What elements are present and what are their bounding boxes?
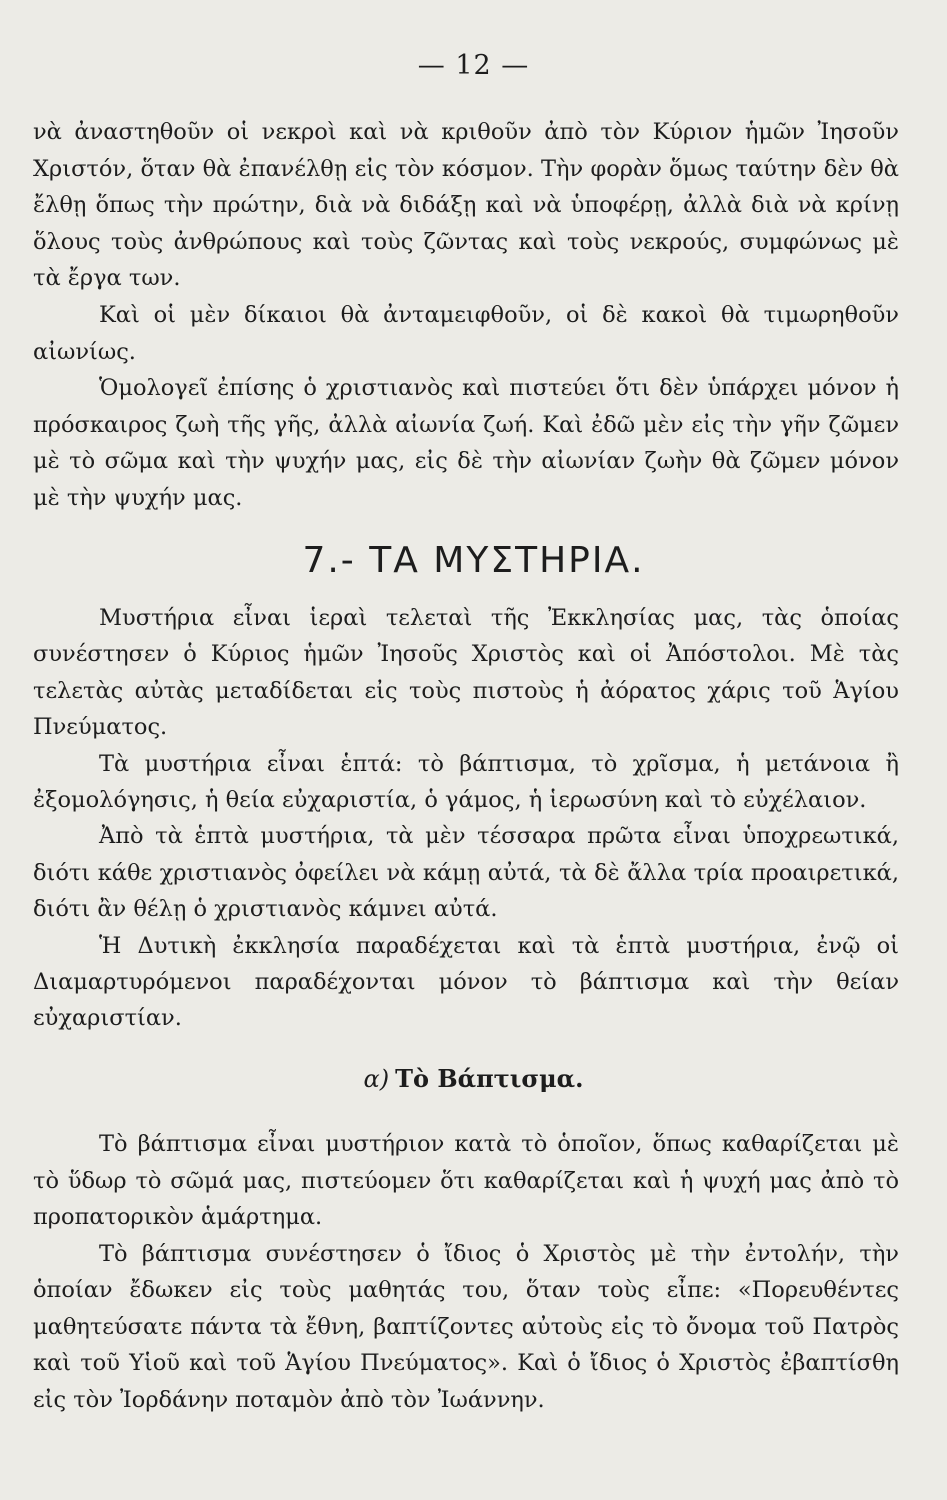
subsection-text: [33, 1126, 899, 1418]
paragraph: Τὸ βάπτισμα συνέστησεν ὁ ἴδιος ὁ Χριστὸς μὲ τὴν ἐντολήν, τὴν ὁποίαν ἔδωκεν εἰς τοὺς μαθητάς του, ὅταν τοὺς εἶπε: «Πορευθέντες μαθητεύσατε πάντα τὰ ἔθνη, βαπτίζοντες αὐτοὺς εἰς τὸ ὄνομα τοῦ Πατρὸς καὶ τοῦ Υἱοῦ καὶ τοῦ Ἁγίου Πνεύματος». Καὶ ὁ ἴδιος ὁ Χριστὸς ἐβαπτίσθη εἰς τὸν Ἰορδάνην ποταμὸν ἀπὸ τὸν Ἰωάννην.: [33, 1240, 899, 1413]
paragraph: Ὁμολογεῖ ἐπίσης ὁ χριστιανὸς καὶ πιστεύει ὅτι δὲν ὑπάρχει μόνον ἡ πρόσκαιρος ζωὴ τῆς γῆς, ἀλλὰ αἰωνία ζωή. Καὶ ἐδῶ μὲν εἰς τὴν γῆν ζῶμεν μὲ τὸ σῶμα καὶ τὴν ψυχήν μας, εἰς δὲ τὴν αἰωνίαν ζωὴν θὰ ζῶμεν μόνον μὲ τὴν ψυχήν μας.: [33, 375, 899, 511]
subsection-letter: α): [363, 1065, 390, 1093]
intro-text: [33, 114, 899, 517]
paragraph: Ἡ Δυτικὴ ἐκκλησία παραδέχεται καὶ τὰ ἑπτὰ μυστήρια, ἐνῷ οἱ Διαμαρτυρόμενοι παραδέχονται μόνον τὸ βάπτισμα καὶ τὴν θείαν εὐχαριστίαν.: [33, 932, 899, 1032]
page-number: — 12 —: [417, 50, 530, 81]
paragraph: νὰ ἀναστηθοῦν οἱ νεκροὶ καὶ νὰ κριθοῦν ἀπὸ τὸν Κύριον ἡμῶν Ἰησοῦν Χριστόν, ὅταν θὰ ἐπανέλθῃ εἰς τὸν κόσμον. Τὴν φορὰν ὅμως ταύτην δὲν θὰ ἔλθῃ ὅπως τὴν πρώτην, διὰ νὰ διδάξῃ καὶ νὰ ὑποφέρῃ, ἀλλὰ διὰ νὰ κρίνῃ ὅλους τοὺς ἀνθρώπους καὶ τοὺς ζῶντας καὶ τοὺς νεκρούς, συμφώνως μὲ τὰ ἔργα των.: [33, 119, 899, 292]
subsection-heading: [0, 1064, 947, 1093]
subsection-title: Τὸ Βάπτισμα.: [395, 1064, 584, 1093]
paragraph: Καὶ οἱ μὲν δίκαιοι θὰ ἀνταμειφθοῦν, οἱ δὲ κακοὶ θὰ τιμωρηθοῦν αἰωνίως.: [33, 301, 899, 365]
section-text: [33, 600, 899, 1037]
paragraph: Μυστήρια εἶναι ἱεραὶ τελεταὶ τῆς Ἐκκλησίας μας, τὰς ὁποίας συνέστησεν ὁ Κύριος ἡμῶν Ἰησοῦς Χριστὸς καὶ οἱ Ἀπόστολοι. Μὲ τὰς τελετὰς αὐτὰς μεταδίδεται εἰς τοὺς πιστοὺς ἡ ἀόρατος χάρις τοῦ Ἁγίου Πνεύματος.: [33, 605, 899, 741]
paragraph: Τὰ μυστήρια εἶναι ἑπτά: τὸ βάπτισμα, τὸ χρῖσμα, ἡ μετάνοια ἢ ἐξομολόγησις, ἡ θεία εὐχαριστία, ὁ γάμος, ἡ ἱερωσύνη καὶ τὸ εὐχέλαιον.: [33, 750, 899, 814]
paragraph: Τὸ βάπτισμα εἶναι μυστήριον κατὰ τὸ ὁποῖον, ὅπως καθαρίζεται μὲ τὸ ὕδωρ τὸ σῶμά μας, πιστεύομεν ὅτι καθαρίζεται καὶ ἡ ψυχή μας ἀπὸ τὸ προπατορικὸν ἁμάρτημα.: [33, 1131, 899, 1230]
paragraph: Ἀπὸ τὰ ἑπτὰ μυστήρια, τὰ μὲν τέσσαρα πρῶτα εἶναι ὑποχρεωτικά, διότι κάθε χριστιανὸς ὀφείλει νὰ κάμῃ αὐτά, τὰ δὲ ἄλλα τρία προαιρετικά, διότι ἂν θέλῃ ὁ χριστιανὸς κάμνει αὐτά.: [33, 823, 899, 923]
section-heading: 7.- ΤΑ ΜΥΣΤΗΡΙΑ.: [302, 540, 645, 581]
